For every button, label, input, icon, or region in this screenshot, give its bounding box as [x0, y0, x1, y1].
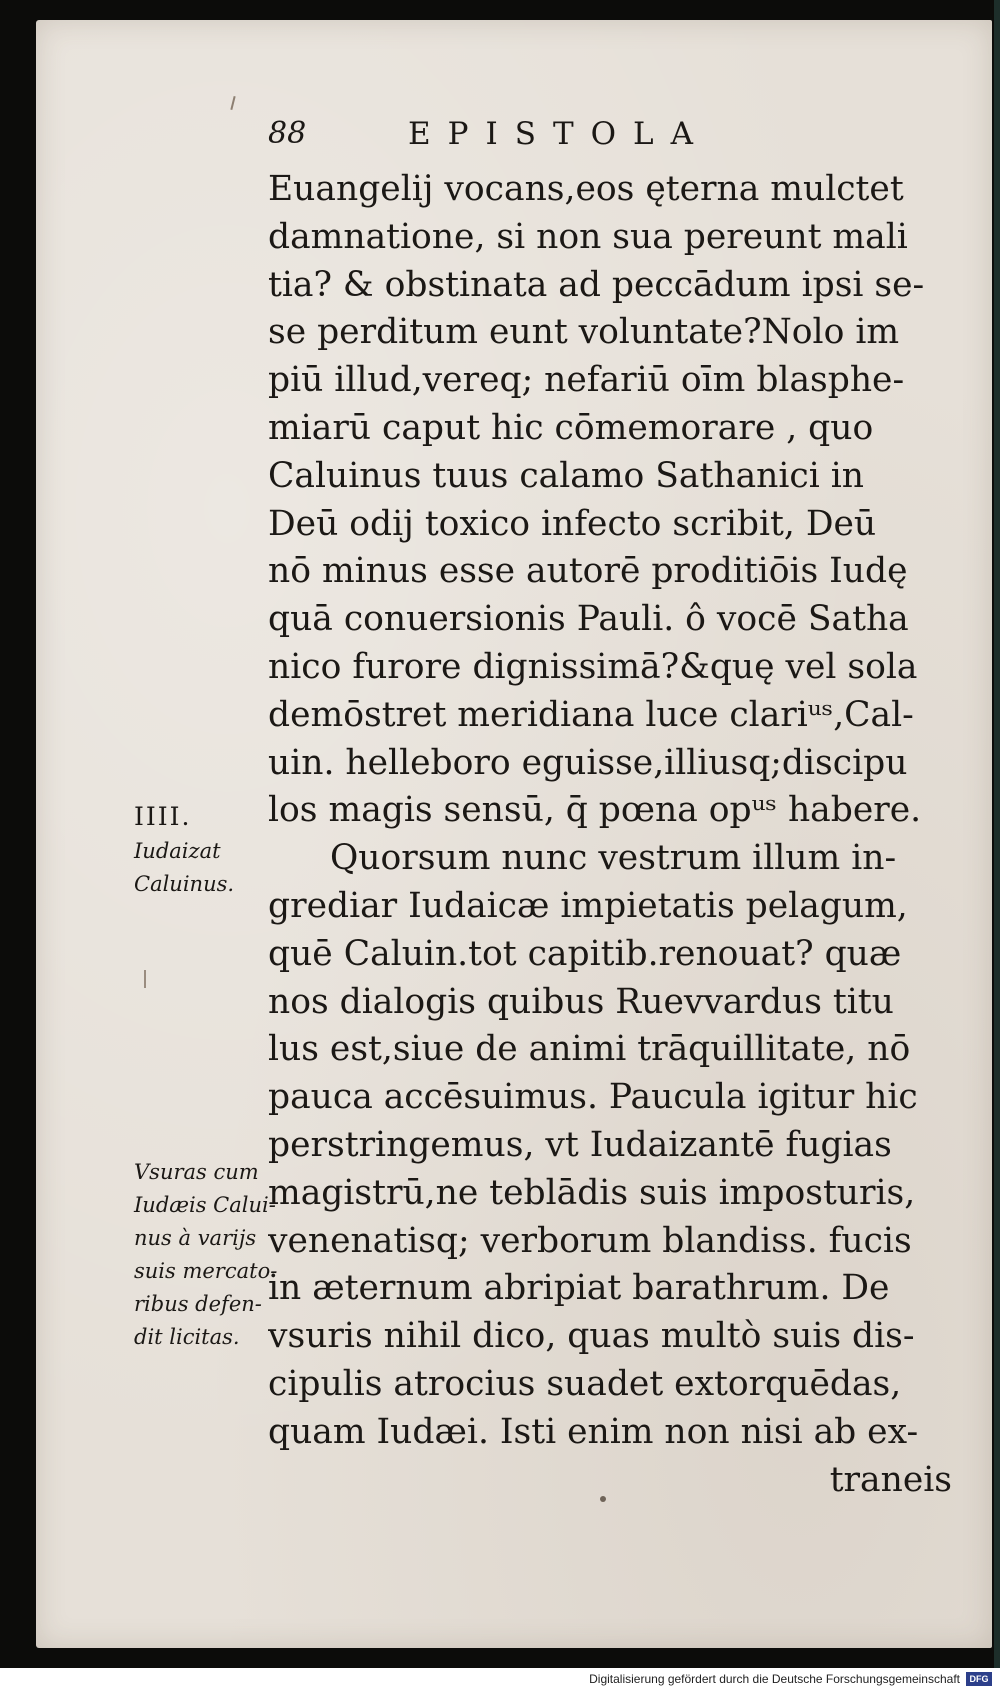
book-binding-edge	[994, 0, 1000, 1668]
marginal-note-line: Caluinus.	[134, 872, 235, 896]
running-head: EPISTOLA	[408, 116, 711, 152]
dfg-logo-icon: DFG	[966, 1672, 992, 1686]
text-line: cipulis atrocius suadet extorquēdas,	[268, 1363, 902, 1404]
text-line: venenatisq; verborum blandiss. fucis	[268, 1220, 912, 1261]
text-line: nō minus esse autorē proditiōis Iudę	[268, 551, 908, 592]
paragraph-start-line: Quorsum nunc vestrum illum in-	[330, 838, 897, 879]
ink-speck	[230, 96, 235, 110]
funding-credit: Digitalisierung gefördert durch die Deutsche Forschungsgemeinschaft	[589, 1672, 960, 1686]
footer-bar	[0, 1668, 1000, 1690]
marginal-note-line: Iudaizat	[134, 839, 221, 863]
book-page	[36, 20, 992, 1648]
text-line: lus est,siue de animi trāquillitate, nō	[268, 1029, 911, 1070]
page-header	[268, 110, 788, 158]
text-line: demōstret meridiana luce clariᵘˢ,Cal-	[268, 694, 914, 735]
section-number: IIII.	[134, 802, 192, 831]
text-line: Deū odij toxico infecto scribit, Deū	[268, 503, 877, 544]
text-line: se perditum eunt voluntate?Nolo im	[268, 312, 900, 353]
text-line: quē Caluin.tot capitib.renouat? quæ	[268, 933, 902, 974]
marginal-note-usury	[134, 1156, 277, 1354]
text-line: los magis sensū, q̄ pœna opᵘˢ habere.	[268, 790, 922, 831]
text-line: damnatione, si non sua pereunt mali	[268, 216, 908, 257]
marginal-note-line: dit licitas.	[134, 1325, 240, 1349]
marginal-note-line: nus à varijs	[134, 1226, 257, 1250]
page-number: 88	[268, 116, 307, 151]
text-line: quā conuersionis Pauli. ô vocē Satha	[268, 599, 909, 640]
ink-speck	[144, 970, 146, 988]
text-line: magistrū,ne teblādis suis imposturis,	[268, 1172, 916, 1213]
text-line: miarū caput hic cōmemorare , quo	[268, 407, 874, 448]
text-line: Caluinus tuus calamo Sathanici in	[268, 455, 864, 496]
text-line: perstringemus, vt Iudaizantē fugias	[268, 1124, 892, 1165]
text-line: in æternum abripiat barathrum. De	[268, 1268, 890, 1309]
marginal-note-line: Iudæis Calui-	[134, 1193, 276, 1217]
marginal-note-judaizat	[134, 800, 234, 901]
text-line: uin. helleboro eguisse,illiusq;discipu	[268, 742, 908, 783]
marginal-note-line: Vsuras cum	[134, 1160, 259, 1184]
text-line: pauca accēsuimus. Paucula igitur hic	[268, 1077, 918, 1118]
catchword: traneis	[829, 1459, 952, 1500]
text-line: vsuris nihil dico, quas multò suis dis-	[268, 1316, 915, 1357]
text-line: grediar Iudaicæ impietatis pelagum,	[268, 885, 908, 926]
text-line: nos dialogis quibus Ruevvardus titu	[268, 981, 894, 1022]
text-line: quam Iudæi. Isti enim non nisi ab ex-	[268, 1411, 919, 1452]
body-text	[268, 166, 958, 1504]
text-line: nico furore dignissimā?&quę vel sola	[268, 646, 918, 687]
marginal-note-line: ribus defen-	[134, 1292, 262, 1316]
text-line: tia? & obstinata ad peccādum ipsi se-	[268, 264, 925, 305]
text-line: piū illud,vereq; nefariū oīm blasphe-	[268, 360, 905, 401]
marginal-note-line: suis mercato-	[134, 1259, 278, 1283]
text-line: Euangelij vocans,eos ęterna mulctet	[268, 169, 904, 209]
